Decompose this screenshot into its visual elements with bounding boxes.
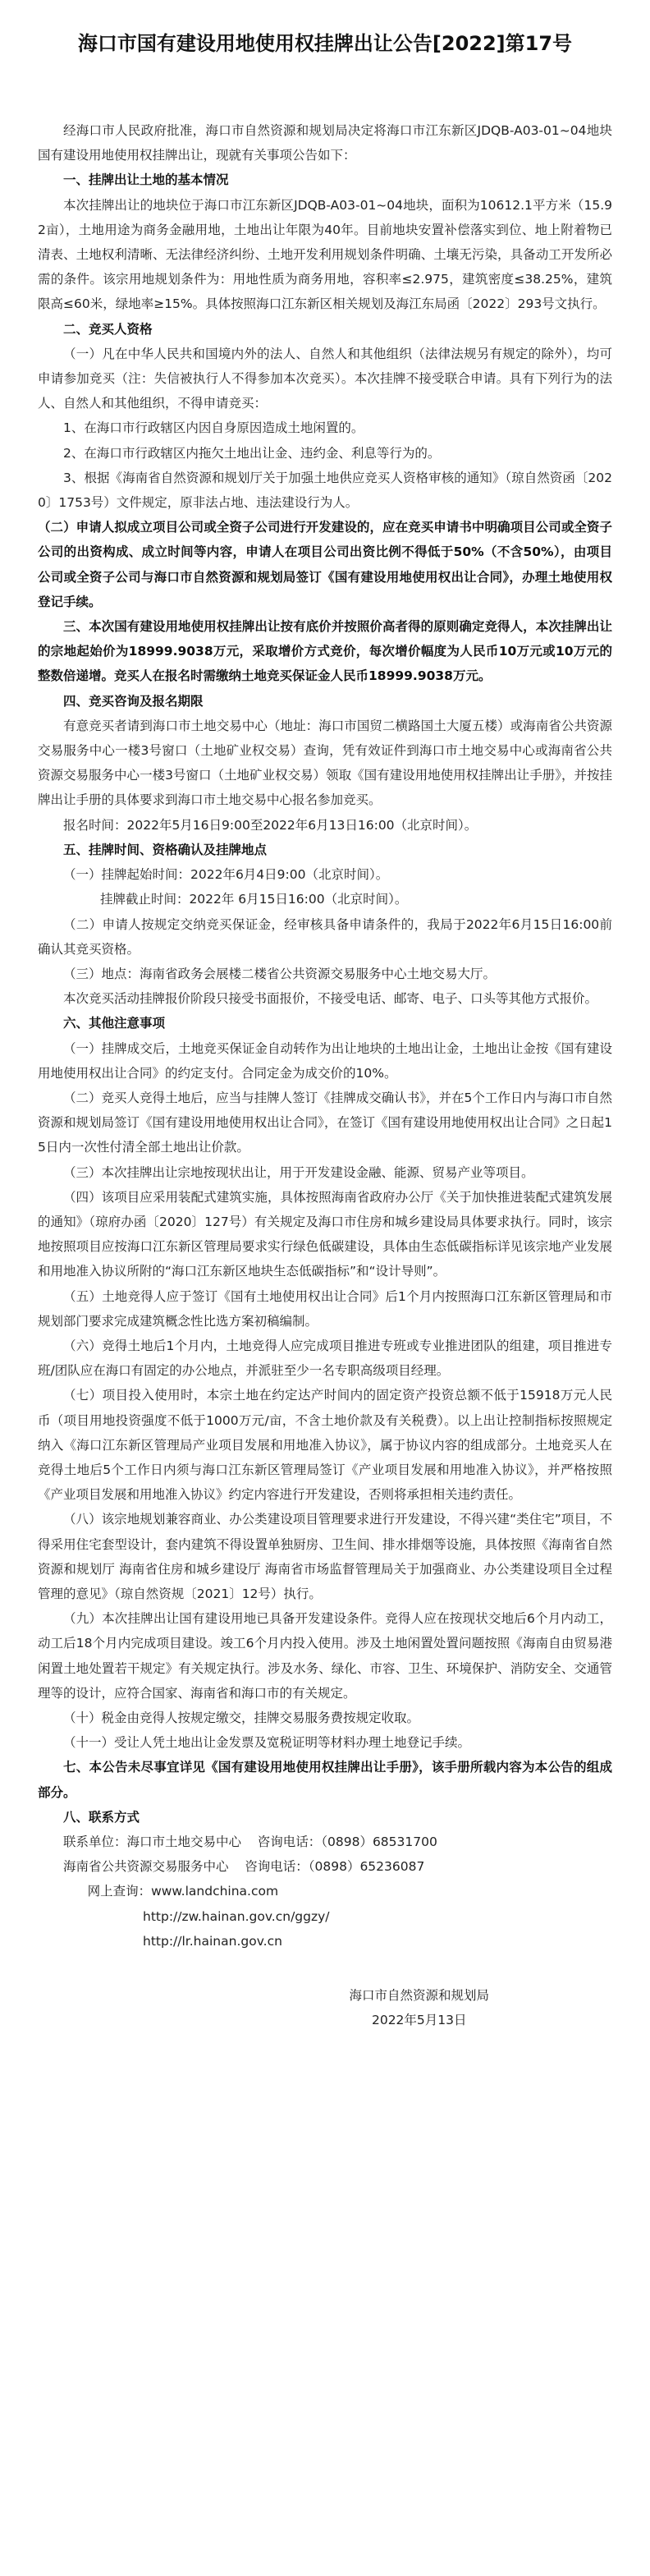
contact-2-phone: （0898）65236087 — [308, 1859, 425, 1875]
intro-paragraph: 经海口市人民政府批准，海口市自然资源和规划局决定将海口市江东新区JDQB-A03-01~04地块国有建设用地使用权挂牌出让，现就有关事项公告如下： — [38, 123, 612, 163]
contact-1-phone: （0898）68531700 — [321, 1834, 437, 1850]
signature-block — [38, 1983, 612, 2032]
section-6-paragraph-10: （十）税金由竞得人按规定缴交，挂牌交易服务费按规定收取。 — [63, 1710, 420, 1725]
section-2-paragraph-2: 1、在海口市行政辖区内因自身原因造成土地闲置的。 — [63, 420, 364, 436]
section-2-paragraph-4: 3、根据《海南省自然资源和规划厅关于加强土地供应竞买人资格审核的通知》（琼自然资函〔2020〕1753号）文件规定，原非法占地、违法建设行为人。 — [38, 470, 612, 511]
website-link-3[interactable]: http://lr.hainan.gov.cn — [143, 1933, 282, 1949]
page-title: 海口市国有建设用地使用权挂牌出让公告[2022]第17号 — [77, 32, 573, 55]
section-5-paragraph-2: 挂牌截止时间：2022年 6月15日16:00（北京时间）。 — [99, 892, 408, 907]
website-row-1 — [38, 1879, 612, 1903]
website-link-2[interactable]: http://zw.hainan.gov.cn/ggzy/ — [143, 1908, 330, 1924]
website-label: 网上查询： — [87, 1884, 152, 1899]
section-6-paragraph-3: （三）本次挂牌出让宗地按现状出让，用于开发建设金融、能源、贸易产业等项目。 — [63, 1164, 534, 1180]
section-2-paragraph-3: 2、在海口市行政辖区内拖欠土地出让金、违约金、利息等行为的。 — [63, 445, 441, 461]
section-6-paragraph-1: （一）挂牌成交后，土地竞买保证金自动转作为出让地块的土地出让金，土地出让金按《国有建设用地使用权出让合同》的约定支付。合同定金为成交价的10%。 — [38, 1040, 612, 1081]
section-6-paragraph-2: （二）竞买人竞得土地后，应当与挂牌人签订《挂牌成交确认书》，并在5个工作日内与海口市自然资源和规划局签订《国有建设用地使用权出让合同》，在签订《国有建设用地使用权出让合同》之日起15日内一次性付清全部土地出让价款。 — [38, 1090, 612, 1155]
section-heading-8: 八、联系方式 — [63, 1809, 140, 1825]
signature-date: 2022年5月13日 — [371, 2013, 467, 2028]
section-heading-4: 四、竞买咨询及报名期限 — [63, 693, 204, 709]
contact-2-phone-label: 咨询电话： — [245, 1859, 309, 1875]
section-heading-3: 三、本次国有建设用地使用权挂牌出让按有底价并按照价高者得的原则确定竞得人，本次挂牌出让的宗地起始价为18999.9038万元，采取增价方式竞价，每次增价幅度为人民币10万元或10万元的整数倍递增。竞买人在报名时需缴纳土地竞买保证金人民币18999.9038万元。 — [38, 619, 612, 684]
section-heading-5: 五、挂牌时间、资格确认及挂牌地点 — [63, 842, 268, 857]
section-5-paragraph-3: （二）申请人按规定交纳竞买保证金，经审核具备申请条件的，我局于2022年6月15日16:00前确认其竞买资格。 — [38, 916, 612, 957]
section-5-paragraph-5: 本次竞买活动挂牌报价阶段只接受书面报价，不接受电话、邮寄、电子、口头等其他方式报价。 — [63, 991, 598, 1007]
section-heading-6: 六、其他注意事项 — [63, 1016, 166, 1031]
section-6-paragraph-9: （九）本次挂牌出让国有建设用地已具备开发建设条件。竞得人应在按现状交地后6个月内动工，动工后18个月内完成项目建设。竣工6个月内投入使用。涉及土地闲置处置问题按照《海南自由贸易港闲置土地处置若干规定》有关规定执行。涉及水务、绿化、市容、卫生、环境保护、消防安全、交通管理等的设计，应符合国家、海南省和海口市的有关规定。 — [38, 1611, 612, 1701]
section-4-paragraph-2: 报名时间：2022年5月16日9:00至2022年6月13日16:00（北京时间）。 — [63, 817, 478, 833]
section-6-paragraph-5: （五）土地竞得人应于签订《国有土地使用权出让合同》后1个月内按照海口江东新区管理局和市规划部门要求完成建筑概念性比选方案初稿编制。 — [38, 1288, 612, 1329]
section-5-paragraph-1: （一）挂牌起始时间：2022年6月4日9:00（北京时间）。 — [63, 867, 389, 883]
website-row-3 — [38, 1929, 612, 1954]
section-4-paragraph-1: 有意竞买者请到海口市土地交易中心（地址：海口市国贸二横路国土大厦五楼）或海南省公共资源交易服务中心一楼3号窗口（土地矿业权交易）查询，凭有效证件到海口市土地交易中心或海南省公共资源交易服务中心一楼3号窗口（土地矿业权交易）领取《国有建设用地使用权挂牌出让手册》，并按挂牌出让手册的具体要求到海口市土地交易中心报名参加竞买。 — [38, 718, 612, 808]
signature-org: 海口市自然资源和规划局 — [349, 1988, 489, 2004]
contact-row-1 — [38, 1830, 612, 1854]
contact-row-2 — [38, 1854, 612, 1879]
section-2-bold-paragraph: （二）申请人拟成立项目公司或全资子公司进行开发建设的，应在竞买申请书中明确项目公司或全资子公司的出资构成、成立时间等内容，申请人在项目公司出资比例不得低于50%（不含50%），由项目公司或全资子公司与海口市自然资源和规划局签订《国有建设用地使用权出让合同》，办理土地使用权登记手续。 — [38, 520, 612, 609]
section-6-paragraph-6: （六）竞得土地后1个月内，土地竞得人应完成项目推进专班或专业推进团队的组建，项目推进专班/团队应在海口有固定的办公地点，并派驻至少一名专职高级项目经理。 — [38, 1338, 612, 1379]
section-2-paragraph-1: （一）凡在中华人民共和国境内外的法人、自然人和其他组织（法律法规另有规定的除外），均可申请参加竞买（注：失信被执行人不得参加本次竞买）。本次挂牌不接受联合申请。具有下列行为的法人、自然人和其他组织，不得申请竞买： — [38, 346, 612, 411]
section-heading-2: 二、竞买人资格 — [63, 321, 153, 337]
section-heading-1: 一、挂牌出让土地的基本情况 — [63, 172, 229, 188]
section-6-paragraph-11: （十一）受让人凭土地出让金发票及宽税证明等材料办理土地登记手续。 — [63, 1735, 471, 1751]
contact-2-label: 海南省公共资源交易服务中心 — [63, 1859, 229, 1875]
contact-1-phone-label: 咨询电话： — [257, 1834, 322, 1850]
section-6-paragraph-4: （四）该项目应采用装配式建筑实施，具体按照海南省政府办公厅《关于加快推进装配式建筑发展的通知》（琼府办函〔2020〕127号）有关规定及海口市住房和城乡建设局具体要求执行。同时，该宗地按照项目应按海口江东新区管理局要求实行绿色低碳建设，具体由生态低碳指标详见该宗地产业发展和用地准入协议所附的“海口江东新区地块生态低碳指标”和“设计导则”。 — [38, 1189, 612, 1279]
announcement-body — [38, 118, 612, 1954]
website-link-1[interactable]: www.landchina.com — [151, 1884, 279, 1899]
section-1-paragraph: 本次挂牌出让的地块位于海口市江东新区JDQB-A03-01~04地块，面积为10612.1平方米（15.92亩），土地用途为商务金融用地，土地出让年限为40年。目前地块安置补偿落实到位、地上附着物已清表、土地权利清晰、无法律经济纠纷、土地开发利用规划条件明确、土壤无污染，具备动工开发所必需的条件。该宗用地规划条件为：用地性质为商务用地，容积率≤2.975，建筑密度≤38.25%，建筑限高≤60米，绿地率≥15%。具体按照海口江东新区相关规划及海江东局函〔2022〕293号文执行。 — [38, 197, 612, 312]
section-heading-7: 七、本公告未尽事宜详见《国有建设用地使用权挂牌出让手册》，该手册所载内容为本公告的组成部分。 — [38, 1760, 612, 1800]
section-6-paragraph-7: （七）项目投入使用时，本宗土地在约定达产时间内的固定资产投资总额不低于15918万元人民币（项目用地投资强度不低于1000万元/亩，不含土地价款及有关税费）。以上出让控制指标按照规定纳入《海口江东新区管理局产业项目发展和用地准入协议》，属于协议内容的组成部分。土地竞买人在竞得土地后5个工作日内须与海口江东新区管理局签订《产业项目发展和用地准入协议》，并严格按照《产业项目发展和用地准入协议》约定内容进行开发建设，否则将承担相关违约责任。 — [38, 1388, 612, 1503]
website-row-2 — [38, 1904, 612, 1929]
contact-1-label: 联系单位：海口市土地交易中心 — [63, 1834, 242, 1850]
section-5-paragraph-4: （三）地点：海南省政务会展楼二楼省公共资源交易服务中心土地交易大厅。 — [63, 966, 497, 981]
section-6-paragraph-8: （八）该宗地规划兼容商业、办公类建设项目管理要求进行开发建设，不得兴建“类住宅”项目，不得采用住宅套型设计，套内建筑不得设置单独厨房、卫生间、排水排烟等设施，具体按照《海南省自然资源和规划厅 海南省住房和城乡建设厅 海南省市场监督管理局关于加强商业、办公类建设项目全过程管理的意见》（琼自然资规〔2021〕12号）执行。 — [38, 1512, 612, 1601]
